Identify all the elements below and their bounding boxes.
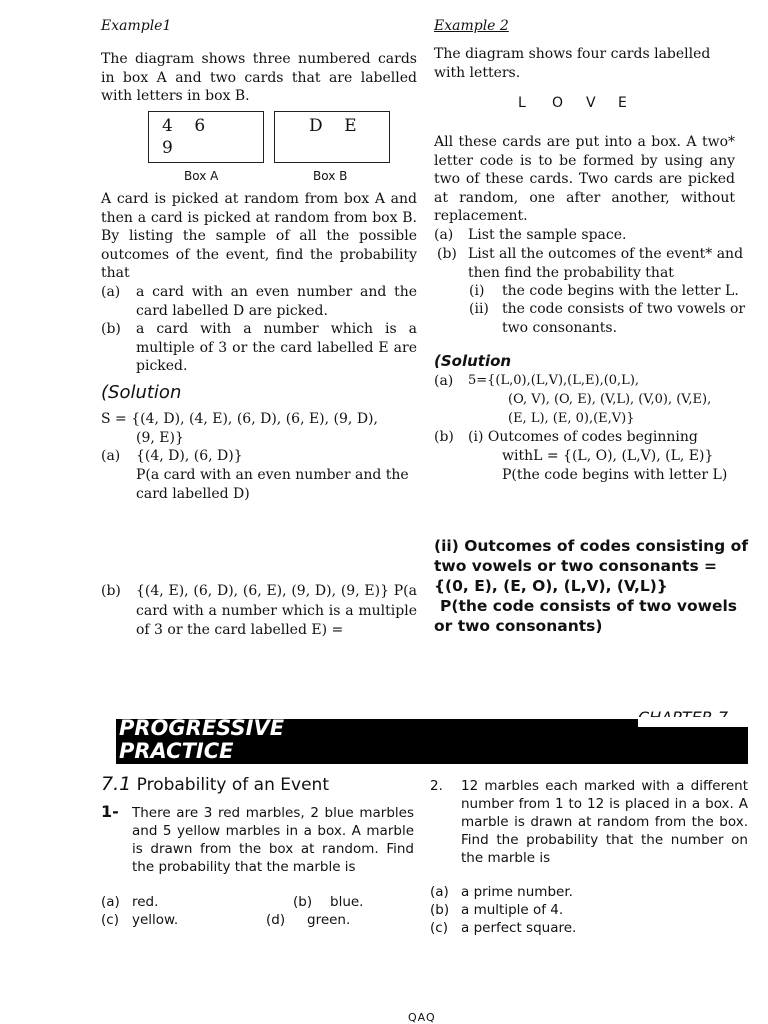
part-label: (b)	[437, 246, 457, 262]
example1-solution-a	[101, 447, 417, 507]
example2-title	[434, 17, 554, 36]
example2-part-b-ii	[469, 300, 749, 338]
letter-cards	[518, 95, 638, 115]
part-text: the code begins with the letter L.	[502, 283, 739, 299]
question-2	[430, 777, 750, 937]
example1-sample-space-cont: (9, E)}	[136, 430, 184, 446]
section-heading	[101, 773, 329, 795]
section-number: 7.1	[101, 773, 132, 795]
section-title: Probability of an Event	[136, 775, 329, 795]
part-label: (a)	[434, 227, 454, 243]
option-a-label: (a)	[430, 884, 449, 900]
solution-a-line2: (O, V), (O, E), (V,L), (V,0), (V,E),	[508, 392, 712, 407]
example1-solution-heading: (Solution	[101, 382, 182, 403]
example2-part-a	[434, 226, 735, 245]
option-a-text: a prime number.	[461, 884, 573, 900]
part-label: (a)	[101, 284, 121, 300]
solution-a-probability: P(a card with an even number and the card labelled D)	[136, 467, 409, 502]
example1-part-b	[101, 320, 417, 376]
option-b-text: blue.	[330, 894, 364, 910]
example1-question: A card is picked at random from box A and then a card is picked at random from box B. By listing the sample of all the possible outcomes of the event, find the probability that	[101, 191, 417, 281]
example2-question: All these cards are put into a box. A two* letter code is to be formed by using any two of these cards. Two cards are picked at random, one after another, without replacement.	[434, 134, 735, 224]
option-a-text: red.	[132, 894, 159, 910]
part-label: (a)	[434, 373, 454, 389]
question-text: 12 marbles each marked with a different number from 1 to 12 is placed in a box. A marble is drawn at random from the box. Find the probability that the number on the marble is	[461, 778, 748, 866]
option-c-label: (c)	[101, 912, 119, 928]
option-b-text: a multiple of 4.	[461, 902, 564, 918]
part-text: List all the outcomes of the event* and then find the probability that	[468, 246, 744, 281]
example2-part-b	[437, 245, 747, 283]
option-d-text: green.	[307, 912, 351, 928]
part-text: a card with an even number and the card labelled D are picked.	[136, 284, 417, 319]
part-label: (b)	[101, 321, 121, 337]
part-text: a card with a number which is a multiple of 3 or the card labelled E are picked.	[136, 321, 417, 374]
option-b-label: (b)	[430, 902, 450, 918]
option-d-label: (d)	[266, 912, 286, 928]
example1-sample-space: S = {(4, D), (4, E), (6, D), (6, E), (9, D),	[101, 411, 378, 427]
option-c-text: yellow.	[132, 912, 179, 928]
part-label: (b)	[434, 429, 454, 445]
box-b-label: Box B	[313, 169, 348, 183]
solution-b-line1: (i) Outcomes of codes beginning	[468, 429, 698, 445]
example2-solution-a	[434, 372, 754, 428]
part-label: (a)	[101, 448, 121, 464]
question-1	[101, 804, 417, 934]
part-label: (i)	[469, 283, 485, 299]
example1-solution-b	[101, 582, 417, 642]
solution-b-line2: withL = {(L, O), (L,V), (L, E)}	[502, 448, 714, 464]
part-label: (ii)	[469, 301, 489, 317]
solution-b-line3: P(the code begins with letter L)	[502, 467, 728, 483]
letter-card-o: O	[552, 95, 564, 111]
question-number: 2.	[430, 778, 443, 794]
example2-solution-b	[434, 428, 754, 486]
example2-solution-heading: (Solution	[434, 352, 512, 370]
solution-a-set: {(4, D), (6, D)}	[136, 448, 243, 464]
box-a-cards-row1: 4 6	[162, 116, 206, 136]
letter-card-e: E	[618, 95, 627, 111]
option-c-text: a perfect square.	[461, 920, 577, 936]
option-a-label: (a)	[101, 894, 120, 910]
box-b	[274, 111, 390, 163]
part-text: the code consists of two vowels or two consonants.	[502, 301, 746, 336]
example2-part-b-i	[469, 282, 749, 301]
banner-title-line1: PROGRESSIVE	[119, 716, 285, 740]
page-footer: QAQ	[408, 1011, 436, 1024]
box-a-cards-row2: 9	[162, 138, 173, 158]
option-c-label: (c)	[430, 920, 448, 936]
title-underline	[509, 17, 554, 36]
example1-intro: The diagram shows three numbered cards in box A and two cards that are labelled with letters in box B.	[101, 51, 417, 104]
part-label: (b)	[101, 583, 121, 599]
box-a-label: Box A	[184, 169, 219, 183]
banner-title-line2: PRACTICE	[119, 739, 234, 763]
example2-title-text: Example 2	[434, 18, 509, 34]
option-b-label: (b)	[293, 894, 313, 910]
question-text: There are 3 red marbles, 2 blue marbles and 5 yellow marbles in a box. A marble is drawn from the box at random. Find the probability that the marble is	[132, 805, 414, 875]
example2-intro: The diagram shows four cards labelled with letters.	[434, 46, 711, 81]
example1-part-a	[101, 283, 417, 321]
banner-notch	[638, 717, 750, 727]
progressive-practice-banner	[116, 716, 748, 764]
example1-title: Example1	[101, 18, 172, 34]
solution-a-line3: (E, L), (E, 0),(E,V)}	[508, 411, 635, 426]
question-number: 1-	[101, 802, 119, 821]
letter-card-l: L	[518, 95, 526, 111]
solution-a-line1: 5={(L,0),(L,V),(L,E),(0,L),	[468, 373, 640, 388]
part-text: List the sample space.	[468, 227, 627, 243]
example2-solution-b-ii: (ii) Outcomes of codes consisting of two vowels or two consonants = {(0, E), (E, O), (L,V), (V,L)}	[434, 537, 749, 595]
solution-b-text: {(4, E), (6, D), (6, E), (9, D), (9, E)} P(a card with a number which is a multiple of 3 or the card labelled E) =	[136, 583, 417, 638]
box-a	[148, 111, 264, 163]
box-b-cards-row1: D E	[309, 116, 357, 136]
example2-solution-b-ii-probability: P(the code consists of two vowels or two consonants)	[434, 597, 737, 635]
letter-card-v: V	[586, 95, 596, 111]
